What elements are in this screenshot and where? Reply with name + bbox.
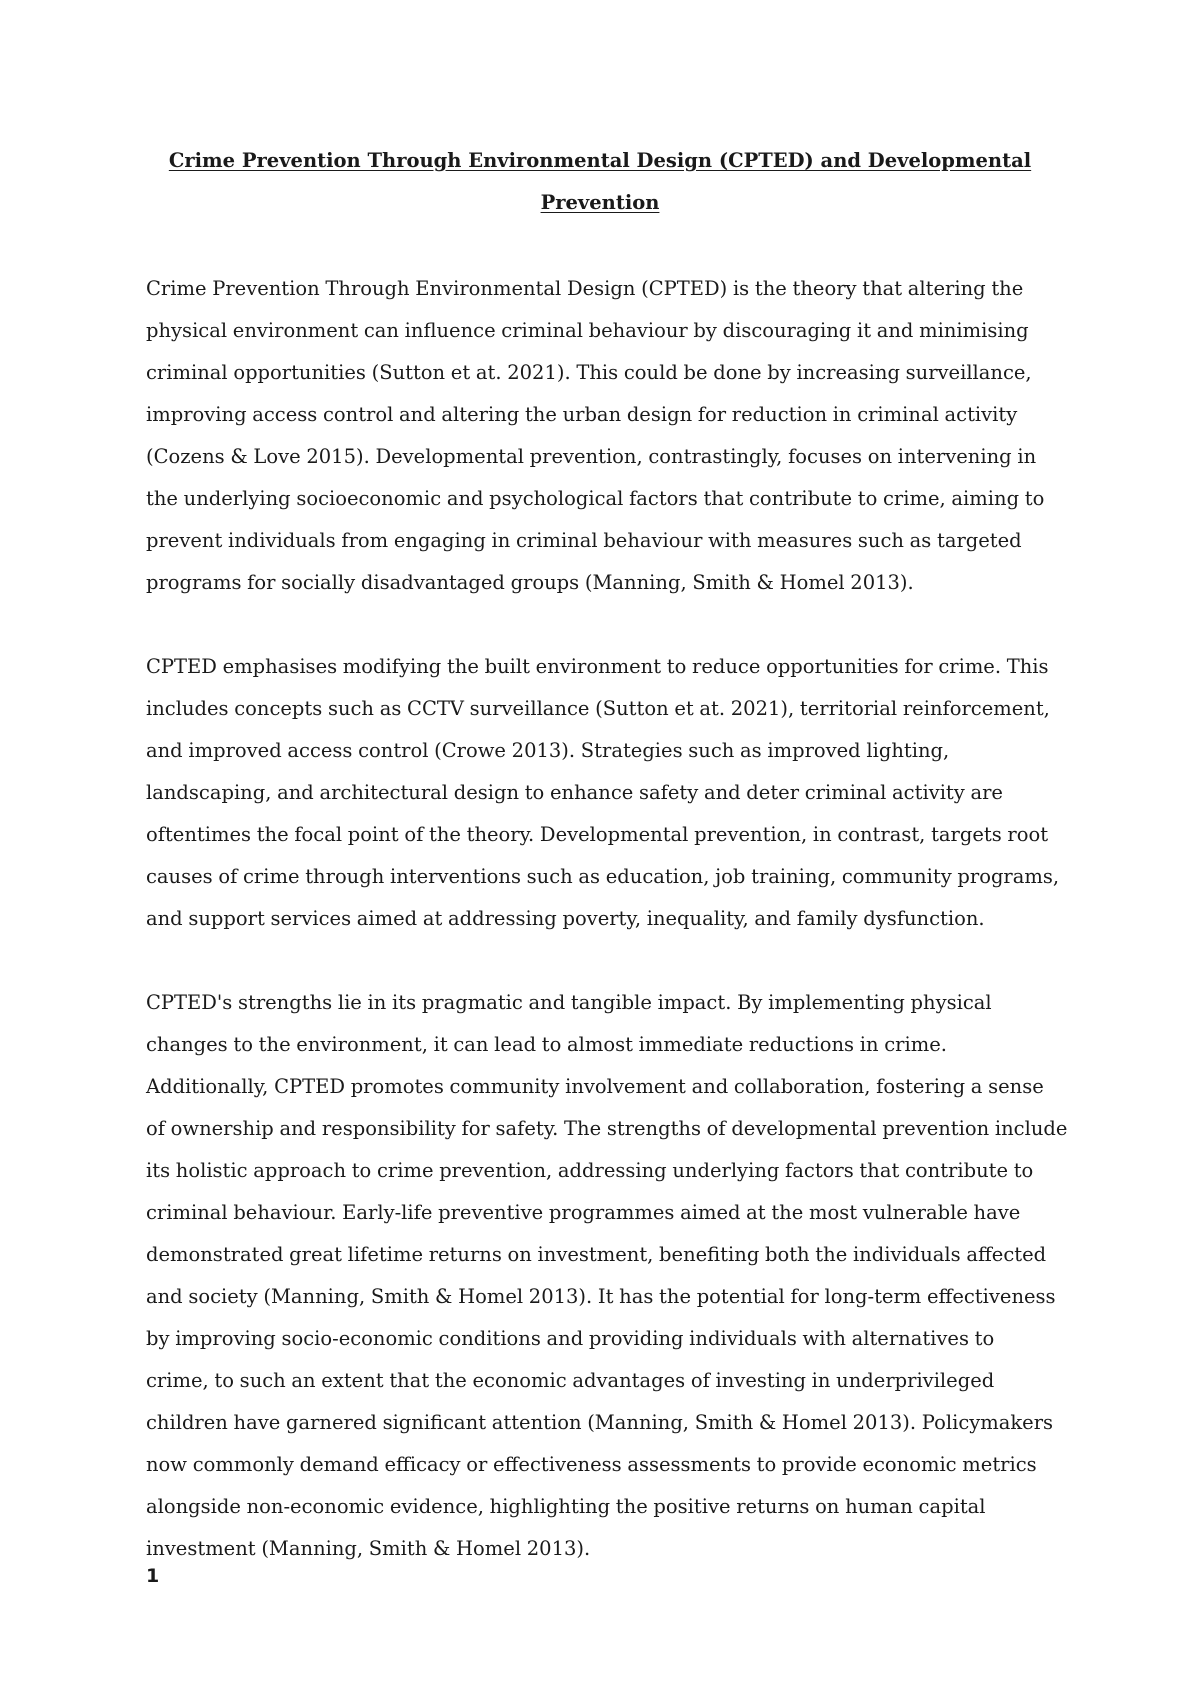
paragraph-3: CPTED's strengths lie in its pragmatic and tangible impact. By implementing physical changes to the environment, it can lead to almost immediate reductions in crime. Additionally, CPTED promotes community involvement and collaboration, fostering a sense of ownership and responsibility for safety. The strengths of developmental prevention include its holistic approach to crime prevention, addressing underlying factors that contribute to criminal behaviour. Early-life preventive programmes aimed at the most vulnerable have demonstrated great lifetime returns on investment, benefiting both the individuals affected and society (Manning, Smith & Homel 2013). It has the potential for long-term effectiveness by improving socio-economic conditions and providing individuals with alternatives to crime, to such an extent that the economic advantages of investing in underprivileged children have garnered significant attention (Manning, Smith & Homel 2013). Policymakers now commonly demand efficacy or effectiveness assessments to provide economic metrics alongside non-economic evidence, highlighting the positive returns on human capital investment (Manning, Smith & Homel 2013). <box>146 991 1068 1560</box>
document-title: Crime Prevention Through Environmental Design (CPTED) and Developmental Prevention <box>168 149 1032 214</box>
paragraph-1: Crime Prevention Through Environmental Design (CPTED) is the theory that altering the physical environment can influence criminal behaviour by discouraging it and minimising criminal opportunities (Sutton et at. 2021). This could be done by increasing surveillance, improving access control and altering the urban design for reduction in criminal activity (Cozens & Love 2015). Developmental prevention, contrastingly, focuses on intervening in the underlying socioeconomic and psychological factors that contribute to crime, aiming to prevent individuals from engaging in criminal behaviour with measures such as targeted programs for socially disadvantaged groups (Manning, Smith & Homel 2013). <box>146 277 1045 594</box>
paragraph-2: CPTED emphasises modifying the built environment to reduce opportunities for crime. This includes concepts such as CCTV surveillance (Sutton et at. 2021), territorial reinforcement, and improved access control (Crowe 2013). Strategies such as improved lighting, landscaping, and architectural design to enhance safety and deter criminal activity are oftentimes the focal point of the theory. Developmental prevention, in contrast, targets root causes of crime through interventions such as education, job training, community programs, and support services aimed at addressing poverty, inequality, and family dysfunction. <box>146 655 1060 930</box>
document-body <box>146 268 1076 1612</box>
page-number: 1 <box>146 1565 160 1587</box>
